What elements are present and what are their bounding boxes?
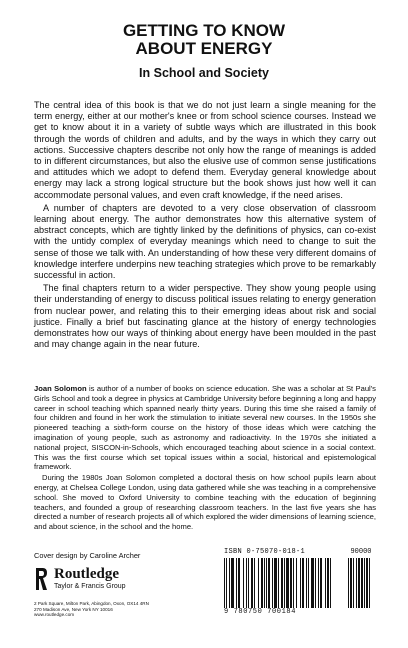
barcode-block [224,548,376,620]
title-line-2: ABOUT ENERGY [135,39,273,58]
barcode-bar [315,558,316,608]
barcode-bar [274,558,277,608]
address-line-1: 2 Park Square, Milton Park, Abingdon, Oxon, OX14 4RN [34,601,149,606]
publisher-address [34,601,214,618]
book-title [0,22,408,58]
barcode-bar [296,558,297,608]
barcode-bar [266,558,267,608]
blurb-paragraph-3: The final chapters return to a wider perspective. They show young people using their understanding of energy to discuss political issues relating to energy generation from nuclear power, and relating this to their emerging ideas about risk and social justice. Finally a brief but fascinating glance at the history of energy technologies demonstrates how our ways of thinking about energy have been moulded in the past and may change again in the near future. [34,283,376,350]
blurb-paragraph-2: A number of chapters are devoted to a very close observation of classroom learning about energy. The author demonstrates how this alternative system of abstract concepts, which are tightly linked by the definitions of physics, can co-exist with the untidy complex of everyday meanings which need to change to suit the sense of those we talk with. An understanding of how these very different domains of knowledge interfere underpins new teaching strategies which prove to be remarkably successful in action. [34,202,376,281]
barcode-bar [300,558,301,608]
barcode-bar [251,558,253,608]
barcode-bar [330,558,331,608]
barcode-number: 9 780750 700184 [224,608,297,616]
barcode-bar [264,558,265,608]
barcode-bar [243,558,244,608]
barcode-bar [284,558,285,608]
price-addon-barcode [348,558,376,608]
barcode-bar [320,558,322,608]
barcode-bar [238,558,240,608]
barcode-bar [236,558,237,608]
barcode-bar [366,558,368,608]
barcode-bar [353,558,354,608]
publisher-name: Routledge [54,566,119,582]
barcode-bar [248,558,249,608]
cover-design-credit: Cover design by Caroline Archer [34,551,141,560]
barcode-bar [308,558,309,608]
author-bio-paragraph-2: During the 1980s Joan Solomon completed a doctoral thesis on how school pupils learn about energy, at Chelsea College London, using data gathered while she was teaching in a comprehensive school. She moved to Oxford University to combine teaching with the education of beginning teachers, and founded a group of researching classroom teachers. In the last five years she has directed a number of research projects all of which explored the wider dimensions of learning science, and about science, in the school and the home. [34,473,376,532]
book-subtitle: In School and Society [139,66,269,80]
barcode-bar [293,558,294,608]
barcode-bar [364,558,365,608]
barcode-bar [268,558,270,608]
ean-barcode [224,558,342,608]
barcode-bar [327,558,329,608]
price-code-label: 90000 [350,548,372,556]
barcode-bar [278,558,279,608]
barcode-bar [258,558,259,608]
barcode-bar [325,558,326,608]
barcode-bar [361,558,363,608]
barcode-bar [306,558,307,608]
barcode-bar [356,558,357,608]
publisher-logo [34,566,204,596]
author-name: Joan Solomon [34,384,87,393]
routledge-logo-icon [34,566,48,592]
barcode-bar [302,558,304,608]
barcode-bar [358,558,360,608]
barcode-bar [246,558,247,608]
blurb-paragraph-1: The central idea of this book is that we do not just learn a single meaning for the term energy, either at our mother's knee or from school science courses. Instead we get to know about it in a variety of subtle ways which are illustrated in this book through the words of children and adults, and by the ways in which they carry out actions. Successive chapters describe not only how the range of meanings is added to in different circumstances, but also the elusive use of common sense justifications and attitudes which we adopt to defend them. Everyday general knowledge about energy may lack a strong logical structure but the book shows just how well it can accommodate personal values, and even craft knowledge, if the need arises. [34,100,376,200]
barcode-bar [281,558,283,608]
author-bio-paragraph-1 [34,384,376,472]
barcode-bar [350,558,352,608]
author-bio [34,384,376,533]
barcode-bar [224,558,225,608]
author-bio-1-text: is author of a number of books on science education. She was a scholar at St Paul's Girls School and took a degree in physics at Cambridge University before beginning a long and happy career in school teaching which spanned nearly thirty years. During this time she raised a family of four children and found in her work the stimulation to initiate several new courses. In the 1950s she pioneered teaching a sixth-form course on the history of those ideas which were catching the imagination of young people, such as astronomy and radioactivity. In the 1970s she initiated a national project, SISCON-in-Schools, which encouraged teaching about science in a social context. This was the first course which set topical issues within a social, historical and epistemological framework. [34,384,376,472]
address-line-2: 270 Madison Ave, New York NY 10016 [34,606,113,612]
barcode-bar [348,558,349,608]
barcode-bar [261,558,263,608]
barcode-bar [369,558,370,608]
barcode-bar [254,558,255,608]
publisher-group: Taylor & Francis Group [54,583,126,590]
barcode-bar [286,558,289,608]
address-line-3: www.routledge.com [34,612,75,618]
barcode-bar [229,558,230,608]
barcode-bar [318,558,319,608]
barcode-bar [290,558,292,608]
barcode-bar [226,558,227,608]
isbn-label: ISBN 0-75070-018-1 [224,548,306,556]
blurb-text [34,100,376,352]
barcode-bar [272,558,273,608]
barcode-bar [311,558,314,608]
barcode-bar [231,558,234,608]
title-line-1: GETTING TO KNOW [122,21,286,40]
